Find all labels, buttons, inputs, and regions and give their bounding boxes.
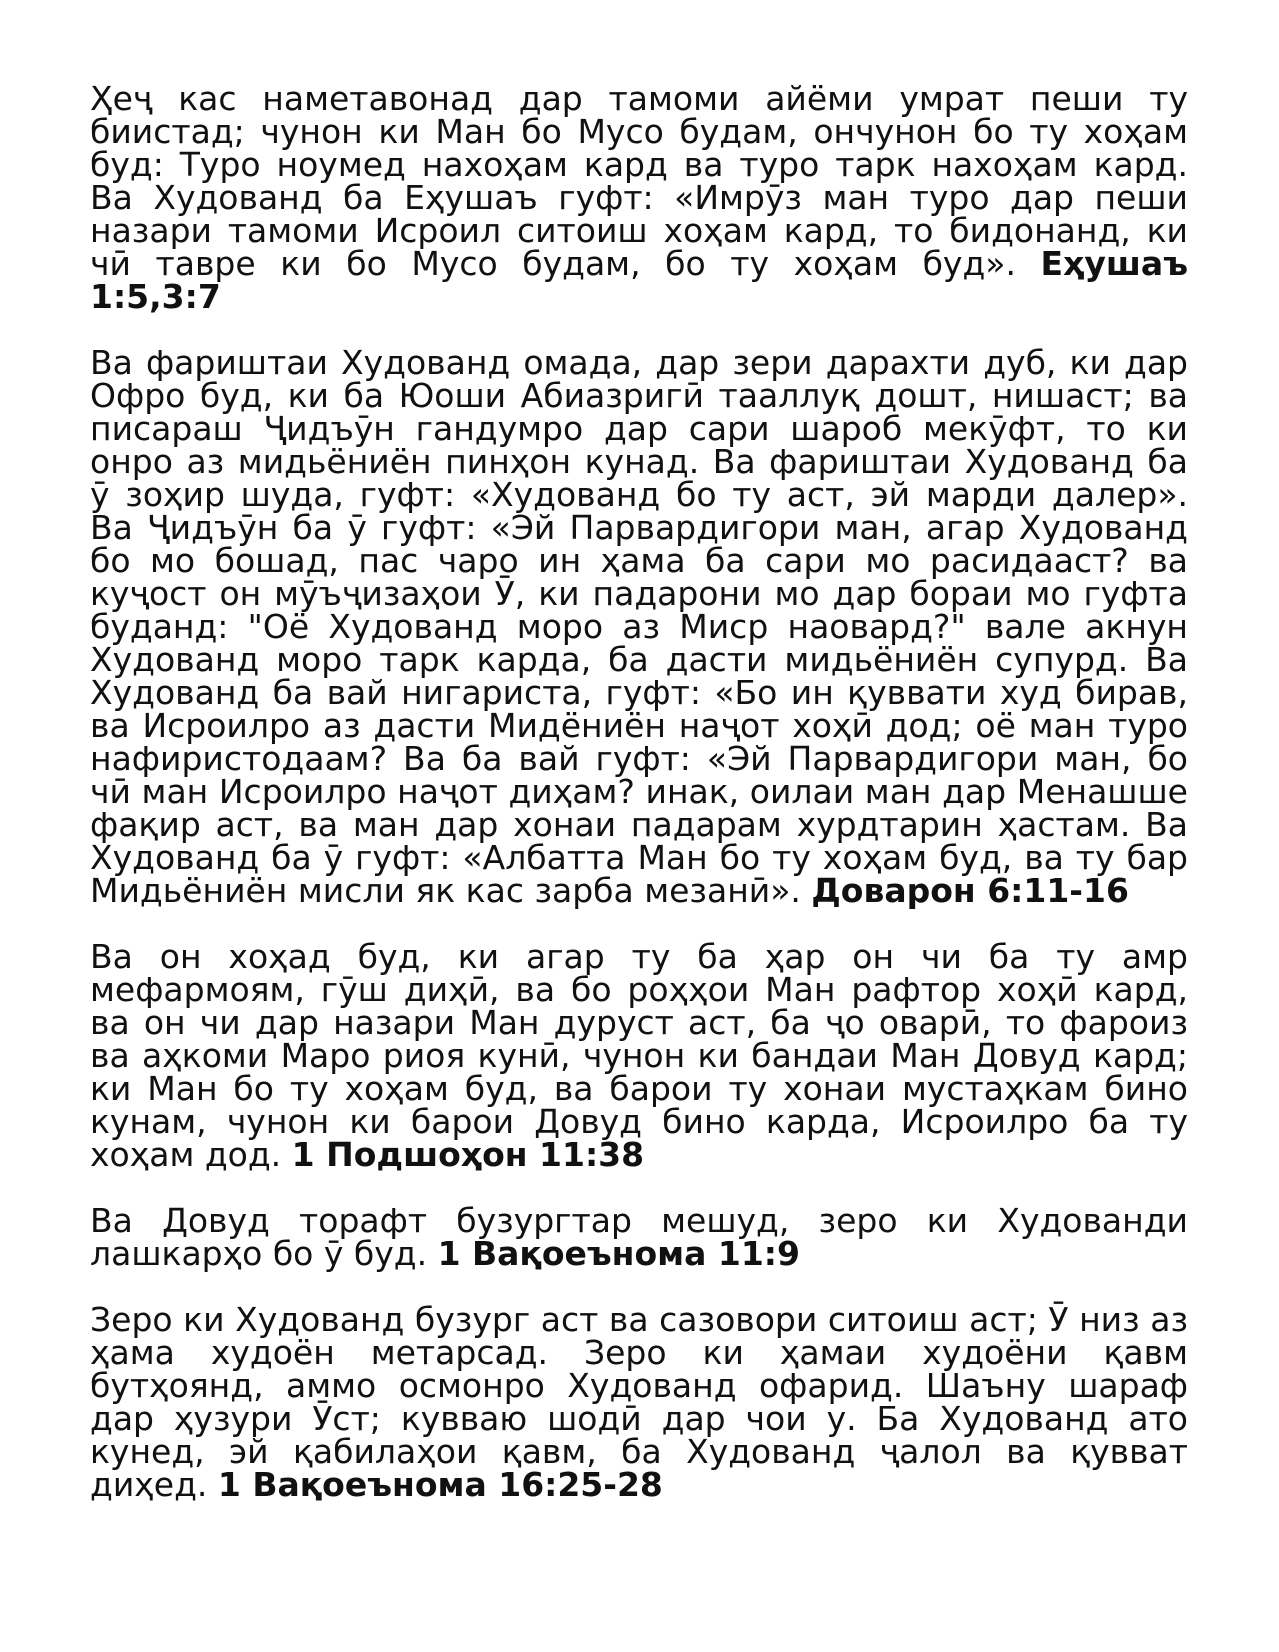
- passage-text: Ва фариштаи Худованд омада, дар зери дарахти дуб, ки дар Офро буд, ки ба Юоши Абиазригӣ тааллуқ дошт, нишаст; ва писараш Ҷидъӯн гандумро дар сари шароб мекӯфт, то ки онро аз мидьёниён пинҳон кунад. Ва фариштаи Худованд ба ӯ зоҳир шуда, гуфт: «Худованд бо ту аст, эй марди далер». Ва Ҷидъӯн ба ӯ гуфт: «Эй Парвардигори ман, агар Худованд бо мо бошад, пас чаро ин ҳама ба сари мо расидааст? ва куҷост он мӯъҷизаҳои Ӯ, ки падарони мо дар бораи мо гуфта буданд: "Оё Худованд моро аз Миср наовард?" вале акнун Худованд моро тарк карда, ба дасти мидьёниён супурд. Ва Худованд ба вай нигариста, гуфт: «Бо ин қуввати худ бирав, ва Исроилро аз дасти Мидёниён наҷот хоҳӣ дод; оё ман туро нафиристодаам? Ва ба вай гуфт: «Эй Парвардигори ман, бо чӣ ман Исроилро наҷот диҳам? инак, оилаи ман дар Менашше фақир аст, ва ман дар хонаи падарам хурдтарин ҳастам. Ва Худованд ба ӯ гуфт: «Албатта Ман бо ту хоҳам буд, ва ту бар Мидьёниён мисли як кас зарба мезанӣ».: [90, 343, 1188, 910]
- passage-text: Ҳеҷ кас наметавонад дар тамоми айёми умрат пеши ту биистад; чунон ки Ман бо Мусо будам, ончунон бо ту хоҳам буд: Туро ноумед нахоҳам кард ва туро тарк нахоҳам кард. Ва Худованд ба Еҳушаъ гуфт: «Имрӯз ман туро дар пеши назари тамоми Исроил ситоиш хоҳам кард, то бидонанд, ки чӣ тавре ки бо Мусо будам, бо ту хоҳам буд».: [90, 79, 1188, 283]
- document-page: [90, 79, 1188, 1534]
- passage-judges: [90, 343, 1188, 910]
- passage-text: Ва он хоҳад буд, ки агар ту ба ҳар он чи ба ту амр мефармоям, гӯш диҳӣ, ва бо роҳҳои Ман рафтор хоҳӣ кард, ва он чи дар назари Ман дуруст аст, ба ҷо оварӣ, то фароиз ва аҳкоми Маро риоя кунӣ, чунон ки бандаи Ман Довуд кард; ки Ман бо ту хоҳам буд, ва барои ту хонаи мустаҳкам бино кунам, чунон ки барои Довуд бино карда, Исроилро ба ту хоҳам дод.: [90, 937, 1188, 1174]
- scripture-reference: Доварон 6:11-16: [811, 871, 1129, 910]
- passage-text: Зеро ки Худованд бузург аст ва сазовори ситоиш аст; Ӯ низ аз ҳама худоён метарсад. Зеро ки ҳамаи худоёни қавм бутҳоянд, аммо осмонро Худованд офарид. Шаъну шараф дар ҳузури Ӯст; кувваю шодӣ дар чои у. Ба Худованд ато кунед, эй қабилаҳои қавм, ба Худованд ҷалол ва қувват диҳед.: [90, 1300, 1188, 1504]
- scripture-reference: 1 Вақоеънома 16:25-28: [217, 1465, 663, 1504]
- passage-text: Ва Довуд торафт бузургтар мешуд, зеро ки Худованди лашкарҳо бо ӯ буд.: [90, 1201, 1188, 1273]
- scripture-reference: 1 Вақоеънома 11:9: [437, 1234, 800, 1273]
- passage-1-kings: [90, 937, 1188, 1174]
- passage-joshua: [90, 79, 1188, 316]
- scripture-reference: Еҳушаъ 1:5,3:7: [90, 244, 1188, 316]
- passage-1-chronicles-16: [90, 1300, 1188, 1504]
- passage-1-chronicles-11: [90, 1201, 1188, 1273]
- scripture-reference: 1 Подшоҳон 11:38: [291, 1135, 645, 1174]
